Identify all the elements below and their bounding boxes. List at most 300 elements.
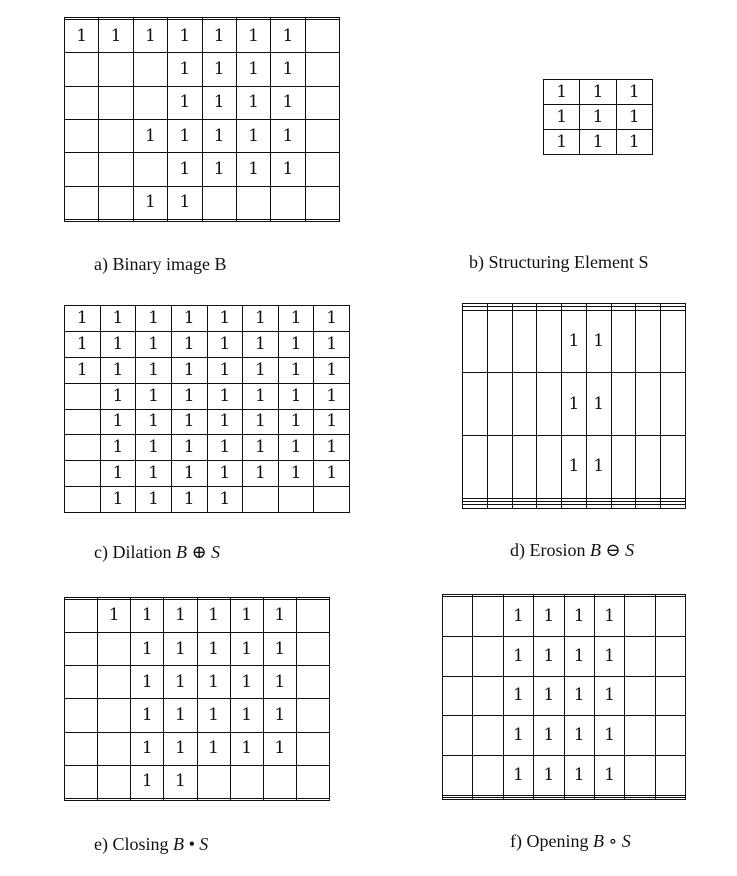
grid-cell (164, 799, 197, 801)
structuring-element-grid (543, 79, 653, 155)
grid-cell (296, 666, 329, 699)
grid-cell (98, 633, 131, 666)
grid-cell: 1 (171, 306, 207, 332)
grid-cell: 1 (133, 19, 167, 52)
grid-cell: 1 (544, 105, 580, 130)
grid-cell: 1 (164, 666, 197, 699)
grid-row (65, 331, 350, 357)
grid-cell: 1 (243, 357, 279, 383)
grid-cell (99, 220, 133, 222)
grid-cell: 1 (100, 435, 136, 461)
grid-cell: 1 (314, 383, 350, 409)
grid-cell: 1 (65, 331, 101, 357)
opening-formula: B ∘ S (592, 831, 631, 851)
grid-cell: 1 (207, 409, 243, 435)
grid-cell (611, 373, 636, 436)
grid-cell (314, 487, 350, 513)
grid-cell (443, 755, 473, 795)
grid-cell: 1 (98, 599, 131, 632)
grid-cell (655, 636, 685, 676)
grid-cell (305, 153, 339, 186)
grid-cell: 1 (594, 755, 624, 795)
grid-cell: 1 (197, 633, 230, 666)
grid-row (463, 436, 686, 499)
grid-cell (655, 676, 685, 716)
grid-cell (65, 153, 99, 186)
grid-cell (305, 220, 339, 222)
grid-cell (65, 765, 98, 798)
grid-cell: 1 (207, 487, 243, 513)
grid-cell: 1 (100, 487, 136, 513)
grid-row (65, 153, 340, 186)
grid-cell (296, 633, 329, 666)
grid-cell: 1 (263, 732, 296, 765)
grid-cell (625, 636, 655, 676)
grid-cell: 1 (562, 373, 587, 436)
grid-cell (305, 86, 339, 119)
grid-cell: 1 (314, 357, 350, 383)
grid-cell: 1 (131, 633, 164, 666)
grid-cell: 1 (594, 636, 624, 676)
grid-cell: 1 (534, 716, 564, 756)
grid-cell: 1 (314, 331, 350, 357)
grid-cell: 1 (100, 306, 136, 332)
grid-cell (625, 755, 655, 795)
grid-cell (611, 310, 636, 373)
caption-structuring-element: b) Structuring Element S (469, 252, 649, 272)
grid-cell (473, 636, 503, 676)
grid-row (463, 505, 686, 509)
grid-cell: 1 (534, 597, 564, 637)
grid-cell: 1 (534, 755, 564, 795)
grid-cell: 1 (136, 357, 172, 383)
grid-row (443, 755, 686, 795)
grid-cell (636, 436, 661, 499)
grid-cell: 1 (100, 383, 136, 409)
grid-cell (197, 765, 230, 798)
grid-cell: 1 (168, 186, 202, 219)
grid-row (65, 19, 340, 52)
grid-cell (65, 799, 98, 801)
grid-cell: 1 (131, 732, 164, 765)
grid-cell (473, 797, 503, 799)
grid-cell (463, 436, 488, 499)
grid-cell: 1 (202, 119, 236, 152)
grid-cell: 1 (278, 461, 314, 487)
grid-cell (594, 797, 624, 799)
closing-grid (64, 597, 330, 801)
grid-cell (243, 487, 279, 513)
grid-cell: 1 (164, 765, 197, 798)
grid-cell (296, 799, 329, 801)
grid-row (443, 716, 686, 756)
grid-cell (487, 373, 512, 436)
grid-cell (263, 765, 296, 798)
grid-cell (537, 310, 562, 373)
grid-cell (473, 755, 503, 795)
grid-cell (661, 373, 686, 436)
grid-cell: 1 (168, 119, 202, 152)
grid-cell (65, 383, 101, 409)
grid-cell: 1 (164, 599, 197, 632)
grid-cell: 1 (168, 86, 202, 119)
grid-row (65, 599, 330, 632)
grid-cell (65, 487, 101, 513)
grid-cell (65, 461, 101, 487)
grid-cell (271, 220, 305, 222)
grid-cell: 1 (544, 80, 580, 105)
grid-cell (512, 310, 537, 373)
dilation-formula: B ⊕ S (175, 542, 221, 562)
grid-cell: 1 (65, 357, 101, 383)
grid-cell (236, 186, 270, 219)
grid-cell (65, 666, 98, 699)
grid-cell (463, 505, 488, 509)
grid-cell: 1 (271, 119, 305, 152)
grid-cell: 1 (586, 373, 611, 436)
grid-cell (443, 797, 473, 799)
grid-cell: 1 (136, 409, 172, 435)
caption-opening: f) Opening B ∘ S (510, 831, 631, 851)
grid-cell (655, 597, 685, 637)
grid-cell: 1 (230, 599, 263, 632)
grid-cell: 1 (562, 310, 587, 373)
grid-cell: 1 (171, 409, 207, 435)
grid-cell: 1 (544, 130, 580, 155)
grid-cell: 1 (564, 676, 594, 716)
grid-cell: 1 (207, 306, 243, 332)
grid-cell: 1 (616, 80, 652, 105)
grid-cell: 1 (271, 53, 305, 86)
grid-cell (473, 716, 503, 756)
grid-cell (655, 797, 685, 799)
caption-binary-image: a) Binary image B (94, 254, 227, 274)
grid-cell (236, 220, 270, 222)
grid-cell (305, 119, 339, 152)
grid-cell: 1 (168, 19, 202, 52)
grid-cell (202, 186, 236, 219)
binary-image-grid (64, 17, 340, 222)
grid-cell: 1 (580, 80, 616, 105)
grid-cell: 1 (131, 765, 164, 798)
grid-cell (296, 599, 329, 632)
grid-cell (202, 220, 236, 222)
grid-cell (611, 505, 636, 509)
grid-cell: 1 (594, 597, 624, 637)
grid-cell (98, 732, 131, 765)
caption-erosion: d) Erosion B ⊖ S (510, 540, 635, 560)
grid-cell: 1 (314, 306, 350, 332)
grid-cell: 1 (100, 409, 136, 435)
grid-cell: 1 (263, 666, 296, 699)
grid-cell: 1 (243, 461, 279, 487)
grid-cell (278, 487, 314, 513)
grid-cell: 1 (594, 716, 624, 756)
grid-cell: 1 (564, 716, 594, 756)
grid-cell (473, 597, 503, 637)
grid-cell (65, 220, 99, 222)
grid-cell (661, 505, 686, 509)
grid-cell: 1 (171, 435, 207, 461)
grid-cell: 1 (207, 383, 243, 409)
grid-cell: 1 (263, 599, 296, 632)
grid-row (544, 105, 653, 130)
grid-cell: 1 (230, 666, 263, 699)
grid-cell: 1 (136, 331, 172, 357)
grid-cell: 1 (271, 19, 305, 52)
erosion-grid (462, 303, 686, 509)
grid-row (65, 53, 340, 86)
grid-cell: 1 (564, 636, 594, 676)
grid-row (443, 676, 686, 716)
grid-cell (65, 53, 99, 86)
grid-cell: 1 (534, 676, 564, 716)
grid-cell: 1 (243, 383, 279, 409)
grid-cell (65, 119, 99, 152)
grid-cell (655, 716, 685, 756)
grid-cell (463, 373, 488, 436)
grid-cell: 1 (534, 636, 564, 676)
grid-cell: 1 (136, 435, 172, 461)
grid-cell: 1 (236, 119, 270, 152)
grid-cell: 1 (131, 666, 164, 699)
grid-cell: 1 (586, 436, 611, 499)
grid-cell: 1 (197, 699, 230, 732)
grid-cell: 1 (164, 633, 197, 666)
grid-row (443, 597, 686, 637)
caption-closing: e) Closing B • S (94, 834, 209, 854)
grid-cell (65, 435, 101, 461)
grid-cell: 1 (197, 732, 230, 765)
grid-cell (65, 86, 99, 119)
grid-cell: 1 (503, 636, 533, 676)
grid-cell (133, 86, 167, 119)
grid-cell: 1 (202, 53, 236, 86)
grid-cell: 1 (263, 699, 296, 732)
grid-row (65, 732, 330, 765)
grid-cell: 1 (564, 597, 594, 637)
grid-cell (443, 676, 473, 716)
grid-cell: 1 (503, 597, 533, 637)
grid-cell: 1 (171, 383, 207, 409)
grid-cell: 1 (562, 436, 587, 499)
grid-cell (99, 53, 133, 86)
grid-cell (443, 597, 473, 637)
grid-cell: 1 (278, 383, 314, 409)
grid-cell: 1 (136, 461, 172, 487)
grid-row (65, 409, 350, 435)
grid-cell: 1 (230, 699, 263, 732)
grid-cell: 1 (131, 699, 164, 732)
grid-cell: 1 (65, 19, 99, 52)
grid-cell: 1 (171, 331, 207, 357)
grid-cell: 1 (271, 153, 305, 186)
grid-cell (487, 436, 512, 499)
grid-cell (296, 699, 329, 732)
grid-cell: 1 (207, 331, 243, 357)
grid-cell (537, 373, 562, 436)
grid-cell: 1 (100, 331, 136, 357)
grid-cell: 1 (236, 86, 270, 119)
grid-cell (133, 220, 167, 222)
grid-cell: 1 (164, 699, 197, 732)
grid-cell: 1 (503, 755, 533, 795)
grid-cell: 1 (171, 487, 207, 513)
grid-cell: 1 (207, 461, 243, 487)
grid-cell (305, 53, 339, 86)
grid-cell: 1 (616, 105, 652, 130)
grid-cell: 1 (99, 19, 133, 52)
opening-grid (442, 594, 686, 800)
grid-cell (562, 505, 587, 509)
grid-cell: 1 (271, 86, 305, 119)
grid-row (65, 799, 330, 801)
grid-cell (230, 799, 263, 801)
grid-cell (661, 310, 686, 373)
grid-cell (503, 797, 533, 799)
dilation-grid (64, 305, 350, 513)
grid-cell (611, 436, 636, 499)
grid-cell (99, 186, 133, 219)
grid-cell: 1 (230, 633, 263, 666)
grid-row (65, 435, 350, 461)
grid-cell (305, 19, 339, 52)
grid-cell: 1 (171, 357, 207, 383)
grid-row (463, 310, 686, 373)
grid-row (65, 633, 330, 666)
grid-cell: 1 (197, 666, 230, 699)
grid-cell: 1 (236, 153, 270, 186)
grid-cell (512, 373, 537, 436)
grid-row (65, 487, 350, 513)
grid-cell (473, 676, 503, 716)
grid-cell: 1 (133, 186, 167, 219)
grid-cell: 1 (136, 306, 172, 332)
grid-cell: 1 (278, 357, 314, 383)
grid-cell: 1 (100, 357, 136, 383)
grid-row (65, 461, 350, 487)
grid-cell: 1 (594, 676, 624, 716)
grid-row (65, 383, 350, 409)
grid-cell (65, 633, 98, 666)
closing-formula: B • S (173, 834, 209, 854)
grid-cell: 1 (263, 633, 296, 666)
grid-cell (512, 505, 537, 509)
grid-cell (564, 797, 594, 799)
grid-cell: 1 (168, 53, 202, 86)
grid-cell: 1 (564, 755, 594, 795)
grid-cell (131, 799, 164, 801)
grid-cell: 1 (207, 357, 243, 383)
grid-cell: 1 (136, 487, 172, 513)
grid-cell: 1 (243, 409, 279, 435)
grid-row (443, 797, 686, 799)
grid-cell: 1 (243, 306, 279, 332)
grid-row (65, 306, 350, 332)
grid-cell: 1 (236, 19, 270, 52)
grid-row (443, 636, 686, 676)
grid-cell: 1 (65, 306, 101, 332)
grid-cell: 1 (133, 119, 167, 152)
grid-cell: 1 (314, 409, 350, 435)
grid-row (463, 373, 686, 436)
grid-cell (65, 732, 98, 765)
grid-cell (230, 765, 263, 798)
grid-row (65, 765, 330, 798)
grid-cell: 1 (100, 461, 136, 487)
grid-cell (625, 676, 655, 716)
grid-cell: 1 (278, 409, 314, 435)
grid-cell (65, 599, 98, 632)
grid-cell: 1 (278, 331, 314, 357)
grid-cell: 1 (136, 383, 172, 409)
grid-row (65, 666, 330, 699)
grid-cell (296, 765, 329, 798)
grid-cell (661, 436, 686, 499)
grid-cell (168, 220, 202, 222)
grid-cell (586, 505, 611, 509)
grid-cell (487, 505, 512, 509)
grid-cell (305, 186, 339, 219)
grid-row (65, 186, 340, 219)
grid-cell (98, 799, 131, 801)
grid-cell (98, 699, 131, 732)
grid-cell: 1 (503, 676, 533, 716)
grid-cell (443, 636, 473, 676)
grid-row (544, 130, 653, 155)
grid-cell (65, 699, 98, 732)
grid-row (65, 119, 340, 152)
grid-cell: 1 (616, 130, 652, 155)
grid-cell: 1 (131, 599, 164, 632)
grid-row (544, 80, 653, 105)
grid-row (65, 86, 340, 119)
grid-cell: 1 (580, 130, 616, 155)
caption-dilation: c) Dilation B ⊕ S (94, 542, 221, 562)
grid-cell (65, 186, 99, 219)
grid-cell (537, 505, 562, 509)
grid-cell: 1 (278, 306, 314, 332)
grid-cell (98, 765, 131, 798)
grid-cell (487, 310, 512, 373)
grid-cell: 1 (243, 435, 279, 461)
grid-cell: 1 (236, 53, 270, 86)
grid-cell (625, 797, 655, 799)
erosion-formula: B ⊖ S (590, 540, 635, 560)
grid-cell (512, 436, 537, 499)
grid-cell: 1 (503, 716, 533, 756)
grid-cell: 1 (230, 732, 263, 765)
grid-cell (625, 716, 655, 756)
grid-row (65, 699, 330, 732)
grid-row (65, 357, 350, 383)
grid-cell: 1 (168, 153, 202, 186)
grid-cell: 1 (202, 153, 236, 186)
grid-cell (271, 186, 305, 219)
grid-cell: 1 (171, 461, 207, 487)
grid-cell (443, 716, 473, 756)
grid-cell (463, 310, 488, 373)
grid-cell (99, 119, 133, 152)
grid-cell (296, 732, 329, 765)
grid-cell (99, 86, 133, 119)
grid-cell (197, 799, 230, 801)
grid-cell: 1 (278, 435, 314, 461)
grid-cell: 1 (202, 86, 236, 119)
grid-row (65, 220, 340, 222)
grid-cell: 1 (586, 310, 611, 373)
grid-cell (636, 505, 661, 509)
